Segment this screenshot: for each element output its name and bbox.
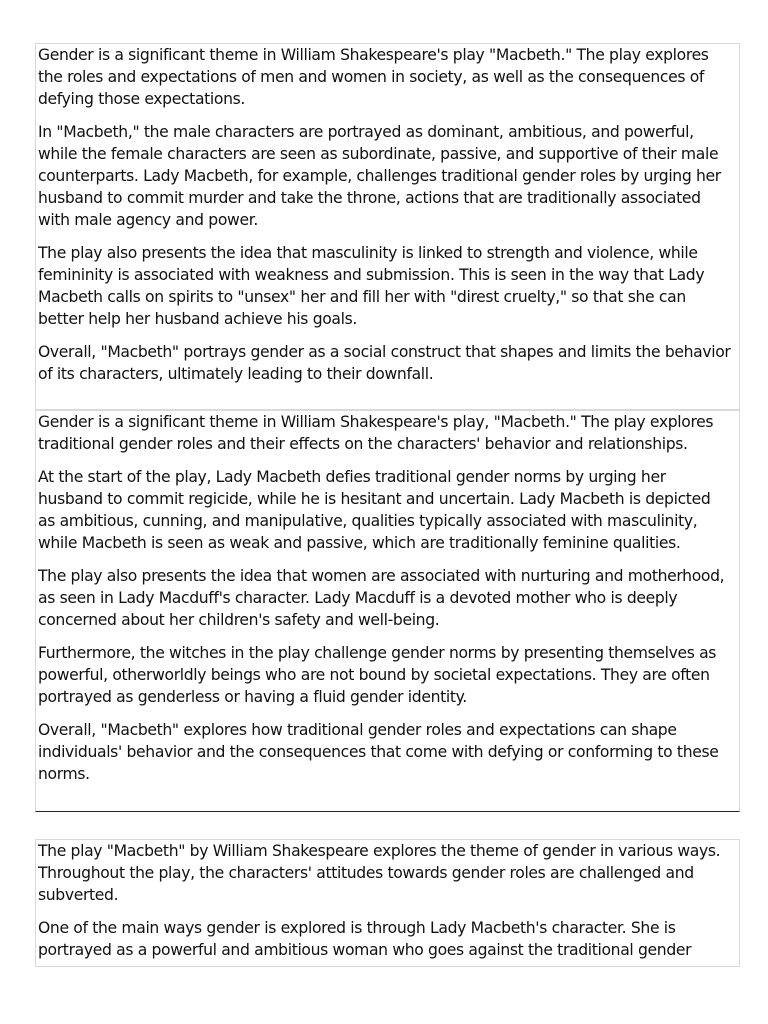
paragraph	[38, 565, 739, 631]
paragraph	[38, 840, 739, 906]
text-line: while Macbeth is seen as weak and passive, which are traditionally feminine qualities.	[38, 534, 681, 552]
text-line: counterparts. Lady Macbeth, for example, challenges traditional gender roles by urging her	[38, 167, 721, 185]
paragraph	[38, 411, 739, 455]
text-line: better help her husband achieve his goals.	[38, 310, 357, 328]
text-line: Overall, "Macbeth" explores how traditional gender roles and expectations can shape	[38, 721, 677, 739]
text-line: the roles and expectations of men and women in society, as well as the consequences of	[38, 68, 705, 86]
text-line: concerned about her children's safety and well-being.	[38, 611, 440, 629]
text-line: Furthermore, the witches in the play challenge gender norms by presenting themselves as	[38, 644, 717, 662]
text-line: individuals' behavior and the consequences that come with defying or conforming to these	[38, 743, 719, 761]
text-line: subverted.	[38, 886, 119, 904]
paragraph	[38, 121, 739, 231]
text-line: Throughout the play, the characters' attitudes towards gender roles are challenged and	[38, 864, 694, 882]
text-line: Gender is a significant theme in William Shakespeare's play, "Macbeth." The play explores	[38, 413, 714, 431]
text-line: The play also presents the idea that women are associated with nurturing and motherhood,	[38, 567, 725, 585]
paragraph	[38, 719, 739, 785]
text-line: portrayed as a powerful and ambitious woman who goes against the traditional gender	[38, 941, 692, 959]
text-line: Gender is a significant theme in William Shakespeare's play "Macbeth." The play explores	[38, 46, 709, 64]
text-line: portrayed as genderless or having a fluid gender identity.	[38, 688, 467, 706]
text-line: At the start of the play, Lady Macbeth defies traditional gender norms by urging her	[38, 468, 666, 486]
text-line: while the female characters are seen as subordinate, passive, and supportive of their male	[38, 145, 719, 163]
text-line: The play also presents the idea that masculinity is linked to strength and violence, while	[38, 244, 698, 262]
text-line: Macbeth calls on spirits to "unsex" her and fill her with "direst cruelty," so that she can	[38, 288, 686, 306]
paragraph	[38, 242, 739, 330]
text-line: One of the main ways gender is explored is through Lady Macbeth's character. She is	[38, 919, 676, 937]
text-line: Overall, "Macbeth" portrays gender as a social construct that shapes and limits the behavior	[38, 343, 731, 361]
paragraph	[38, 917, 739, 961]
paragraph	[38, 466, 739, 554]
text-line: In "Macbeth," the male characters are portrayed as dominant, ambitious, and powerful,	[38, 123, 694, 141]
text-line: powerful, otherworldly beings who are not bound by societal expectations. They are often	[38, 666, 710, 684]
paragraph	[38, 341, 739, 385]
text-line: norms.	[38, 765, 90, 783]
text-line: as seen in Lady Macduff's character. Lady Macduff is a devoted mother who is deeply	[38, 589, 678, 607]
text-line: of its characters, ultimately leading to their downfall.	[38, 365, 434, 383]
paragraph	[38, 44, 739, 110]
text-line: The play "Macbeth" by William Shakespeare explores the theme of gender in various ways.	[38, 842, 721, 860]
text-line: husband to commit regicide, while he is hesitant and uncertain. Lady Macbeth is depicted	[38, 490, 711, 508]
paragraph	[38, 642, 739, 708]
essay-block-1	[35, 43, 740, 410]
text-line: as ambitious, cunning, and manipulative, qualities typically associated with masculinity,	[38, 512, 698, 530]
text-line: husband to commit murder and take the throne, actions that are traditionally associated	[38, 189, 701, 207]
essay-block-3	[35, 839, 740, 967]
text-line: defying those expectations.	[38, 90, 246, 108]
essay-block-2	[35, 410, 740, 812]
text-line: traditional gender roles and their effects on the characters' behavior and relationships.	[38, 435, 688, 453]
text-line: with male agency and power.	[38, 211, 258, 229]
text-line: femininity is associated with weakness and submission. This is seen in the way that Lady	[38, 266, 705, 284]
